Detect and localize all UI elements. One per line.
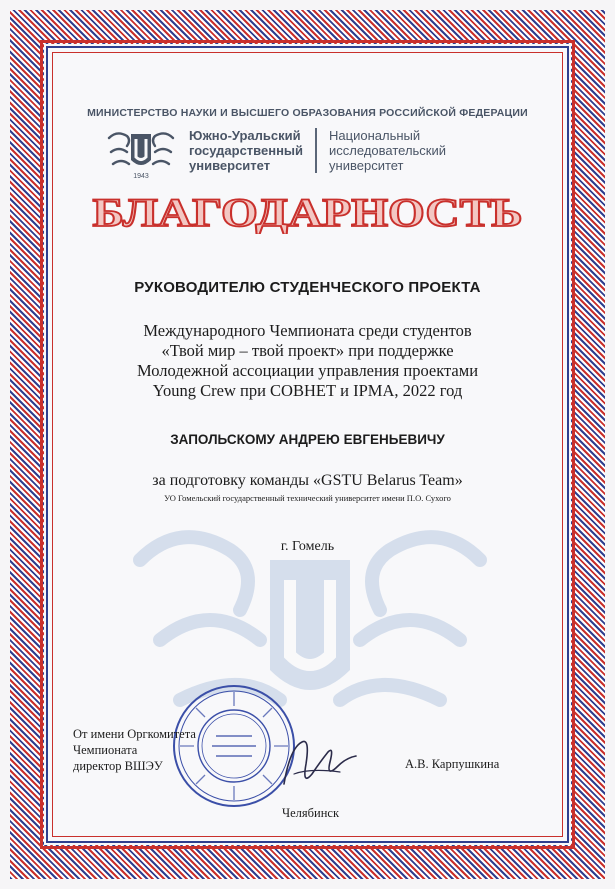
university-name — [189, 128, 317, 173]
university-status-line: Национальный — [329, 128, 421, 143]
university-status-line: университет — [329, 158, 404, 173]
event-description — [60, 321, 555, 401]
recipient-city: г. Гомель — [280, 539, 335, 554]
university-status — [329, 128, 446, 173]
signatory-line: От имени Оргкомитета — [73, 727, 196, 741]
award-reason: за подготовку команды «GSTU Belarus Team» — [152, 472, 463, 489]
signatory-line: Чемпионата — [73, 743, 138, 757]
signatory-line: директор ВШЭУ — [73, 759, 163, 773]
recipient-organization: УО Гомельский государственный технический университет имени П.О. Сухого — [164, 493, 451, 503]
issue-place: Челябинск — [282, 806, 340, 820]
certificate-title: БЛАГОДАРНОСТЬ — [92, 190, 523, 234]
recipient-name: ЗАПОЛЬСКОМУ АНДРЕЮ ЕВГЕНЬЕВИЧУ — [170, 432, 445, 447]
university-status-line: исследовательский — [329, 143, 447, 158]
emblem-year: 1943 — [133, 173, 149, 180]
event-line: «Твой мир – твой проект» при поддержке — [161, 341, 454, 360]
recipient-role: РУКОВОДИТЕЛЮ СТУДЕНЧЕСКОГО ПРОЕКТА — [134, 279, 481, 296]
university-name-line: государственный — [189, 143, 304, 158]
university-name-line: Южно-Уральский — [189, 128, 301, 143]
event-line: Молодежной ассоциации управления проектами — [136, 361, 479, 380]
certificate-title-block — [60, 188, 555, 234]
university-name-line: университет — [189, 158, 271, 173]
signatory-block — [73, 726, 196, 774]
event-line: Young Crew при СОВНЕТ и IPMA, 2022 год — [152, 381, 463, 400]
event-line: Международного Чемпионата среди студентов — [143, 321, 472, 340]
certificate-title-art — [60, 188, 555, 234]
signatory-name: А.В. Карпушкина — [405, 757, 500, 771]
university-logo-block — [105, 128, 525, 184]
university-emblem-icon — [105, 128, 177, 182]
signature-icon — [280, 728, 360, 794]
ministry-header: МИНИСТЕРСТВО НАУКИ И ВЫСШЕГО ОБРАЗОВАНИЯ РОССИЙСКОЙ ФЕДЕРАЦИИ — [87, 107, 528, 119]
